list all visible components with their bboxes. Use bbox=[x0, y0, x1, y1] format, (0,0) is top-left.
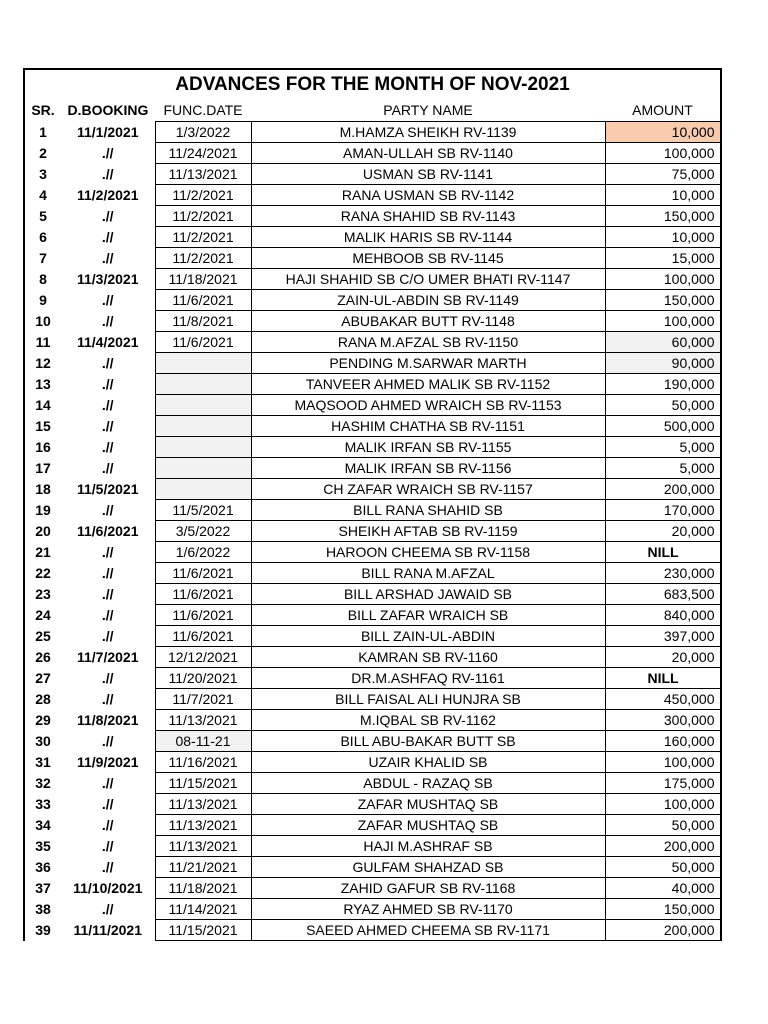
cell-amount: 300,000 bbox=[605, 710, 720, 731]
cell-sr: 32 bbox=[35, 775, 51, 791]
cell-func-date: 11/13/2021 bbox=[155, 836, 251, 857]
cell-amount: 500,000 bbox=[605, 416, 720, 437]
cell-amount: 75,000 bbox=[605, 164, 720, 185]
table-row bbox=[25, 710, 720, 731]
cell-func-date: 11/6/2021 bbox=[155, 626, 251, 647]
cell-func-date: 11/6/2021 bbox=[155, 605, 251, 626]
table-row bbox=[25, 584, 720, 605]
table-row bbox=[25, 437, 720, 458]
cell-party-name: ZAFAR MUSHTAQ SB bbox=[251, 794, 605, 815]
cell-amount: 190,000 bbox=[605, 374, 720, 395]
cell-sr: 39 bbox=[35, 922, 51, 938]
advances-sheet bbox=[23, 68, 722, 941]
cell-booking: 11/4/2021 bbox=[76, 334, 139, 350]
table-row bbox=[25, 269, 720, 290]
cell-func-date: 11/21/2021 bbox=[155, 857, 251, 878]
cell-func-date: 11/14/2021 bbox=[155, 899, 251, 920]
cell-sr: 30 bbox=[35, 733, 51, 749]
cell-sr: 2 bbox=[39, 145, 47, 161]
table-row bbox=[25, 920, 720, 941]
cell-func-date: 08-11-21 bbox=[155, 731, 251, 752]
cell-func-date: 11/2/2021 bbox=[155, 185, 251, 206]
cell-sr: 9 bbox=[39, 292, 47, 308]
cell-func-date bbox=[155, 374, 251, 395]
table-row bbox=[25, 416, 720, 437]
table-row bbox=[25, 185, 720, 206]
cell-sr: 27 bbox=[35, 670, 51, 686]
cell-func-date: 11/13/2021 bbox=[155, 794, 251, 815]
cell-func-date: 11/7/2021 bbox=[155, 689, 251, 710]
cell-amount: 5,000 bbox=[605, 458, 720, 479]
header-func-date: FUNC.DATE bbox=[163, 102, 243, 118]
cell-party-name: KAMRAN SB RV-1160 bbox=[251, 647, 605, 668]
cell-party-name: AMAN-ULLAH SB RV-1140 bbox=[251, 143, 605, 164]
cell-func-date: 11/18/2021 bbox=[155, 878, 251, 899]
cell-amount: 230,000 bbox=[605, 563, 720, 584]
cell-func-date: 11/15/2021 bbox=[155, 773, 251, 794]
cell-booking: 11/11/2021 bbox=[73, 922, 143, 938]
cell-amount: 10,000 bbox=[605, 227, 720, 248]
cell-amount: 100,000 bbox=[605, 752, 720, 773]
cell-party-name: HAJI SHAHID SB C/O UMER BHATI RV-1147 bbox=[251, 269, 605, 290]
table-row bbox=[25, 815, 720, 836]
cell-sr: 20 bbox=[35, 523, 51, 539]
sheet-title: ADVANCES FOR THE MONTH OF NOV-2021 bbox=[175, 74, 570, 95]
cell-sr: 34 bbox=[35, 817, 51, 833]
cell-party-name: TANVEER AHMED MALIK SB RV-1152 bbox=[251, 374, 605, 395]
header-amount: AMOUNT bbox=[632, 102, 693, 118]
cell-booking: .// bbox=[101, 250, 114, 266]
cell-sr: 28 bbox=[35, 691, 51, 707]
cell-booking: .// bbox=[101, 670, 114, 686]
header-row bbox=[25, 99, 720, 122]
cell-amount: 150,000 bbox=[605, 290, 720, 311]
cell-party-name: MALIK IRFAN SB RV-1156 bbox=[251, 458, 605, 479]
cell-sr: 5 bbox=[39, 208, 47, 224]
cell-party-name: SHEIKH AFTAB SB RV-1159 bbox=[251, 521, 605, 542]
cell-amount: 150,000 bbox=[605, 206, 720, 227]
cell-booking: 11/5/2021 bbox=[76, 481, 139, 497]
cell-party-name: MEHBOOB SB RV-1145 bbox=[251, 248, 605, 269]
table-row bbox=[25, 794, 720, 815]
cell-sr: 6 bbox=[39, 229, 47, 245]
cell-booking: .// bbox=[101, 145, 114, 161]
cell-amount: 100,000 bbox=[605, 311, 720, 332]
cell-booking: .// bbox=[101, 901, 114, 917]
cell-amount: 5,000 bbox=[605, 437, 720, 458]
cell-party-name: ABUBAKAR BUTT RV-1148 bbox=[251, 311, 605, 332]
cell-func-date: 11/13/2021 bbox=[155, 710, 251, 731]
cell-func-date: 11/6/2021 bbox=[155, 563, 251, 584]
table-row bbox=[25, 353, 720, 374]
cell-sr: 7 bbox=[39, 250, 47, 266]
cell-sr: 14 bbox=[35, 397, 51, 413]
cell-amount: 200,000 bbox=[605, 836, 720, 857]
advances-table bbox=[25, 99, 721, 941]
cell-party-name: BILL ABU-BAKAR BUTT SB bbox=[251, 731, 605, 752]
cell-func-date bbox=[155, 353, 251, 374]
table-row bbox=[25, 899, 720, 920]
cell-sr: 11 bbox=[35, 334, 51, 350]
cell-party-name: PENDING M.SARWAR MARTH bbox=[251, 353, 605, 374]
cell-func-date bbox=[155, 479, 251, 500]
cell-amount: 50,000 bbox=[605, 395, 720, 416]
cell-sr: 21 bbox=[35, 544, 51, 560]
cell-sr: 23 bbox=[35, 586, 51, 602]
cell-party-name: ZAHID GAFUR SB RV-1168 bbox=[251, 878, 605, 899]
table-row bbox=[25, 626, 720, 647]
cell-booking: .// bbox=[101, 859, 114, 875]
table-row bbox=[25, 857, 720, 878]
cell-party-name: HAROON CHEEMA SB RV-1158 bbox=[251, 542, 605, 563]
cell-party-name: M.HAMZA SHEIKH RV-1139 bbox=[251, 122, 605, 143]
cell-sr: 26 bbox=[35, 649, 51, 665]
cell-sr: 35 bbox=[35, 838, 51, 854]
cell-booking: .// bbox=[101, 565, 114, 581]
cell-party-name: MAQSOOD AHMED WRAICH SB RV-1153 bbox=[251, 395, 605, 416]
cell-sr: 33 bbox=[35, 796, 51, 812]
cell-booking: .// bbox=[101, 355, 114, 371]
header-booking: D.BOOKING bbox=[67, 102, 149, 119]
cell-amount: 170,000 bbox=[605, 500, 720, 521]
header-party-name: PARTY NAME bbox=[383, 102, 473, 118]
cell-func-date: 11/24/2021 bbox=[155, 143, 251, 164]
cell-func-date: 11/6/2021 bbox=[155, 290, 251, 311]
table-row bbox=[25, 164, 720, 185]
cell-sr: 12 bbox=[35, 355, 51, 371]
cell-amount: 200,000 bbox=[605, 479, 720, 500]
table-row bbox=[25, 752, 720, 773]
cell-sr: 1 bbox=[39, 124, 47, 140]
cell-sr: 19 bbox=[35, 502, 51, 518]
cell-sr: 24 bbox=[35, 607, 51, 623]
cell-amount: 15,000 bbox=[605, 248, 720, 269]
cell-sr: 13 bbox=[35, 376, 51, 392]
cell-sr: 10 bbox=[35, 313, 51, 329]
cell-sr: 36 bbox=[35, 859, 51, 875]
cell-party-name: MALIK IRFAN SB RV-1155 bbox=[251, 437, 605, 458]
cell-amount: 150,000 bbox=[605, 899, 720, 920]
cell-party-name: HAJI M.ASHRAF SB bbox=[251, 836, 605, 857]
cell-amount: 10,000 bbox=[605, 185, 720, 206]
table-row bbox=[25, 395, 720, 416]
cell-booking: .// bbox=[101, 775, 114, 791]
cell-party-name: SAEED AHMED CHEEMA SB RV-1171 bbox=[251, 920, 605, 941]
cell-party-name: BILL RANA M.AFZAL bbox=[251, 563, 605, 584]
table-row bbox=[25, 479, 720, 500]
table-row bbox=[25, 689, 720, 710]
table-row bbox=[25, 563, 720, 584]
table-row bbox=[25, 731, 720, 752]
cell-party-name: RYAZ AHMED SB RV-1170 bbox=[251, 899, 605, 920]
table-row bbox=[25, 206, 720, 227]
cell-party-name: M.IQBAL SB RV-1162 bbox=[251, 710, 605, 731]
cell-sr: 22 bbox=[35, 565, 51, 581]
cell-func-date: 11/15/2021 bbox=[155, 920, 251, 941]
cell-amount: 60,000 bbox=[605, 332, 720, 353]
cell-party-name: BILL ZAIN-UL-ABDIN bbox=[251, 626, 605, 647]
cell-sr: 38 bbox=[35, 901, 51, 917]
cell-sr: 29 bbox=[35, 712, 51, 728]
cell-booking: .// bbox=[101, 439, 114, 455]
cell-func-date: 3/5/2022 bbox=[155, 521, 251, 542]
cell-amount: 50,000 bbox=[605, 815, 720, 836]
cell-func-date: 11/5/2021 bbox=[155, 500, 251, 521]
cell-amount: 840,000 bbox=[605, 605, 720, 626]
cell-party-name: RANA USMAN SB RV-1142 bbox=[251, 185, 605, 206]
cell-booking: .// bbox=[101, 607, 114, 623]
cell-func-date bbox=[155, 437, 251, 458]
cell-func-date bbox=[155, 416, 251, 437]
cell-func-date: 11/13/2021 bbox=[155, 815, 251, 836]
cell-amount: 10,000 bbox=[605, 122, 720, 143]
cell-func-date: 11/13/2021 bbox=[155, 164, 251, 185]
cell-booking: 11/2/2021 bbox=[76, 187, 139, 203]
cell-party-name: HASHIM CHATHA SB RV-1151 bbox=[251, 416, 605, 437]
cell-amount: 160,000 bbox=[605, 731, 720, 752]
cell-amount: 100,000 bbox=[605, 269, 720, 290]
table-row bbox=[25, 542, 720, 563]
cell-party-name: BILL ARSHAD JAWAID SB bbox=[251, 584, 605, 605]
cell-party-name: GULFAM SHAHZAD SB bbox=[251, 857, 605, 878]
cell-amount: 100,000 bbox=[605, 794, 720, 815]
cell-func-date bbox=[155, 395, 251, 416]
cell-booking: .// bbox=[101, 418, 114, 434]
cell-amount: 397,000 bbox=[605, 626, 720, 647]
table-row bbox=[25, 374, 720, 395]
cell-booking: .// bbox=[101, 460, 114, 476]
table-row bbox=[25, 605, 720, 626]
cell-booking: 11/10/2021 bbox=[73, 880, 143, 896]
cell-sr: 15 bbox=[35, 418, 51, 434]
cell-sr: 25 bbox=[35, 628, 51, 644]
cell-booking: 11/9/2021 bbox=[76, 754, 139, 770]
cell-func-date: 1/6/2022 bbox=[155, 542, 251, 563]
table-row bbox=[25, 311, 720, 332]
cell-party-name: RANA M.AFZAL SB RV-1150 bbox=[251, 332, 605, 353]
cell-sr: 37 bbox=[35, 880, 51, 896]
table-row bbox=[25, 521, 720, 542]
cell-party-name: BILL ZAFAR WRAICH SB bbox=[251, 605, 605, 626]
cell-booking: .// bbox=[101, 691, 114, 707]
cell-amount: 40,000 bbox=[605, 878, 720, 899]
table-row bbox=[25, 290, 720, 311]
cell-amount: 200,000 bbox=[605, 920, 720, 941]
table-row bbox=[25, 500, 720, 521]
table-row bbox=[25, 647, 720, 668]
cell-sr: 8 bbox=[39, 271, 47, 287]
cell-sr: 31 bbox=[35, 754, 51, 770]
table-row bbox=[25, 836, 720, 857]
cell-func-date: 11/8/2021 bbox=[155, 311, 251, 332]
cell-amount: 90,000 bbox=[605, 353, 720, 374]
cell-sr: 17 bbox=[35, 460, 51, 476]
table-row bbox=[25, 248, 720, 269]
cell-func-date: 11/2/2021 bbox=[155, 248, 251, 269]
cell-amount: 100,000 bbox=[605, 143, 720, 164]
cell-booking: 11/3/2021 bbox=[76, 271, 139, 287]
table-row bbox=[25, 332, 720, 353]
cell-party-name: ABDUL - RAZAQ SB bbox=[251, 773, 605, 794]
cell-amount: 50,000 bbox=[605, 857, 720, 878]
header-sr: SR. bbox=[31, 102, 55, 119]
cell-booking: .// bbox=[101, 796, 114, 812]
cell-booking: .// bbox=[101, 208, 114, 224]
cell-booking: .// bbox=[101, 544, 114, 560]
cell-party-name: USMAN SB RV-1141 bbox=[251, 164, 605, 185]
cell-func-date: 11/6/2021 bbox=[155, 332, 251, 353]
cell-booking: .// bbox=[101, 376, 114, 392]
cell-booking: 11/7/2021 bbox=[76, 649, 139, 665]
table-body bbox=[25, 122, 720, 941]
cell-func-date: 11/2/2021 bbox=[155, 227, 251, 248]
table-row bbox=[25, 668, 720, 689]
table-row bbox=[25, 878, 720, 899]
cell-amount: NILL bbox=[605, 542, 720, 563]
cell-booking: .// bbox=[101, 229, 114, 245]
cell-booking: .// bbox=[101, 166, 114, 182]
table-row bbox=[25, 227, 720, 248]
cell-party-name: ZAFAR MUSHTAQ SB bbox=[251, 815, 605, 836]
cell-booking: .// bbox=[101, 502, 114, 518]
cell-amount: 20,000 bbox=[605, 647, 720, 668]
cell-booking: 11/1/2021 bbox=[76, 124, 139, 140]
table-row bbox=[25, 773, 720, 794]
cell-amount: 450,000 bbox=[605, 689, 720, 710]
cell-booking: .// bbox=[101, 733, 114, 749]
cell-booking: 11/8/2021 bbox=[76, 712, 139, 728]
cell-party-name: BILL RANA SHAHID SB bbox=[251, 500, 605, 521]
cell-party-name: CH ZAFAR WRAICH SB RV-1157 bbox=[251, 479, 605, 500]
table-row bbox=[25, 458, 720, 479]
cell-party-name: BILL FAISAL ALI HUNJRA SB bbox=[251, 689, 605, 710]
cell-func-date bbox=[155, 458, 251, 479]
table-row bbox=[25, 143, 720, 164]
cell-func-date: 11/6/2021 bbox=[155, 584, 251, 605]
cell-sr: 4 bbox=[39, 187, 47, 203]
cell-amount: 20,000 bbox=[605, 521, 720, 542]
cell-booking: .// bbox=[101, 292, 114, 308]
cell-func-date: 11/20/2021 bbox=[155, 668, 251, 689]
cell-party-name: UZAIR KHALID SB bbox=[251, 752, 605, 773]
cell-func-date: 1/3/2022 bbox=[155, 122, 251, 143]
cell-party-name: RANA SHAHID SB RV-1143 bbox=[251, 206, 605, 227]
cell-party-name: DR.M.ASHFAQ RV-1161 bbox=[251, 668, 605, 689]
cell-booking: .// bbox=[101, 838, 114, 854]
cell-booking: .// bbox=[101, 313, 114, 329]
cell-sr: 16 bbox=[35, 439, 51, 455]
cell-party-name: MALIK HARIS SB RV-1144 bbox=[251, 227, 605, 248]
cell-booking: .// bbox=[101, 586, 114, 602]
cell-func-date: 11/18/2021 bbox=[155, 269, 251, 290]
cell-func-date: 12/12/2021 bbox=[155, 647, 251, 668]
cell-booking: .// bbox=[101, 397, 114, 413]
cell-booking: 11/6/2021 bbox=[76, 523, 139, 539]
cell-amount: NILL bbox=[605, 668, 720, 689]
cell-sr: 18 bbox=[35, 481, 51, 497]
cell-booking: .// bbox=[101, 817, 114, 833]
cell-amount: 683,500 bbox=[605, 584, 720, 605]
cell-party-name: ZAIN-UL-ABDIN SB RV-1149 bbox=[251, 290, 605, 311]
cell-amount: 175,000 bbox=[605, 773, 720, 794]
cell-booking: .// bbox=[101, 628, 114, 644]
cell-func-date: 11/2/2021 bbox=[155, 206, 251, 227]
cell-func-date: 11/16/2021 bbox=[155, 752, 251, 773]
cell-sr: 3 bbox=[39, 166, 47, 182]
table-row bbox=[25, 122, 720, 143]
